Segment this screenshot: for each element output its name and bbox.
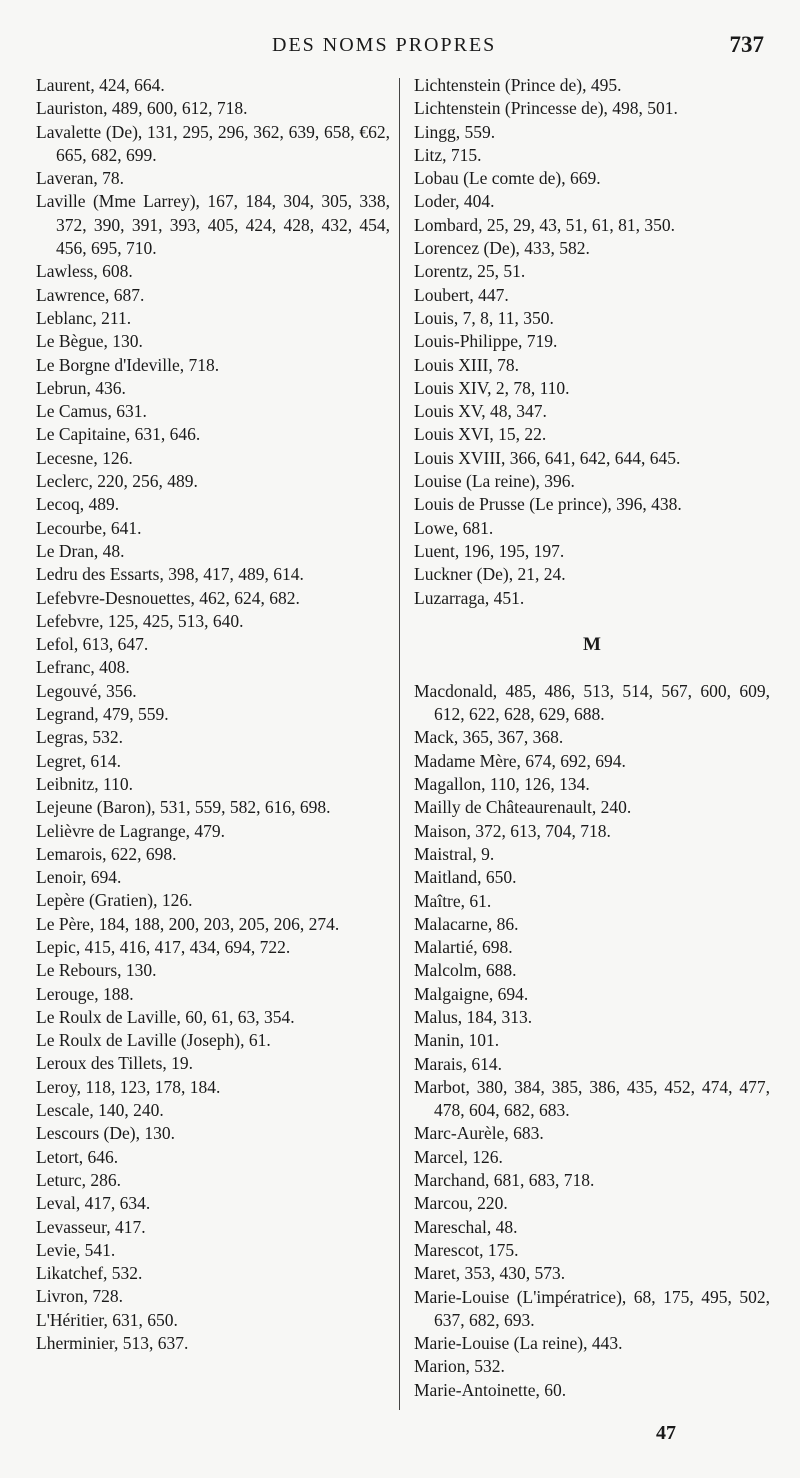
index-entry: Lebrun, 436. bbox=[36, 377, 126, 398]
index-entry: Marie-Antoinette, 60. bbox=[414, 1379, 567, 1400]
index-entry: Lauriston, 489, 600, 612, 718. bbox=[36, 98, 248, 119]
running-title: DES NOMS PROPRES bbox=[272, 34, 497, 56]
index-entry: Louis-Philippe, 719. bbox=[414, 331, 558, 352]
index-entry: Malgaigne, 694. bbox=[414, 983, 529, 1004]
index-entry: Louis XIV, 2, 78, 110. bbox=[414, 377, 570, 398]
index-entry: Malus, 184, 313. bbox=[414, 1006, 533, 1027]
index-entry: Lobau (Le comte de), 669. bbox=[414, 168, 601, 189]
index-entry: Le Père, 184, 188, 200, 203, 205, 206, 274. bbox=[36, 913, 340, 934]
index-entry: Marbot, 380, 384, 385, 386, 435, 452, 474, 477, 478, 604, 682, 683. bbox=[414, 1076, 770, 1121]
index-entry: Mailly de Châteaurenault, 240. bbox=[414, 797, 632, 818]
page-number: 737 bbox=[729, 32, 764, 57]
index-entry: Lichtenstein (Princesse de), 498, 501. bbox=[414, 98, 678, 119]
index-entry: Lenoir, 694. bbox=[36, 867, 122, 888]
index-entry: Maison, 372, 613, 704, 718. bbox=[414, 820, 611, 841]
index-entry: Lherminier, 513, 637. bbox=[36, 1333, 189, 1354]
index-entry: Lecourbe, 641. bbox=[36, 517, 142, 538]
index-entry: Marescot, 175. bbox=[414, 1239, 519, 1260]
index-entry: Le Dran, 48. bbox=[36, 540, 125, 561]
section-letter-heading: M bbox=[583, 633, 601, 655]
index-entry: Luent, 196, 195, 197. bbox=[414, 540, 565, 561]
index-entry: Mack, 365, 367, 368. bbox=[414, 727, 564, 748]
index-entry: Likatchef, 532. bbox=[36, 1263, 143, 1284]
index-entry: Lefebvre, 125, 425, 513, 640. bbox=[36, 610, 244, 631]
index-entry: Lefranc, 408. bbox=[36, 657, 130, 678]
index-entry: Malartié, 698. bbox=[414, 937, 513, 958]
index-entry: Le Borgne d'Ideville, 718. bbox=[36, 354, 220, 375]
index-entry: Macdonald, 485, 486, 513, 514, 567, 600, 609, 612, 622, 628, 629, 688. bbox=[414, 680, 770, 725]
index-entry: Lejeune (Baron), 531, 559, 582, 616, 698. bbox=[36, 797, 331, 818]
index-entry: Leval, 417, 634. bbox=[36, 1193, 151, 1214]
index-entry: Leblanc, 211. bbox=[36, 307, 132, 328]
index-entry: Lescours (De), 130. bbox=[36, 1123, 175, 1144]
index-entry: Ledru des Essarts, 398, 417, 489, 614. bbox=[36, 564, 304, 585]
index-entry: Marie-Louise (L'impératrice), 68, 175, 495, 502, 637, 682, 693. bbox=[414, 1286, 770, 1330]
index-entry: Le Capitaine, 631, 646. bbox=[36, 424, 201, 445]
index-entry: Lorentz, 25, 51. bbox=[414, 261, 526, 282]
index-entry: Marc-Aurèle, 683. bbox=[414, 1123, 544, 1144]
index-entry: Marion, 532. bbox=[414, 1356, 505, 1377]
index-entry: Luckner (De), 21, 24. bbox=[414, 564, 566, 585]
index-entry: Marchand, 681, 683, 718. bbox=[414, 1170, 595, 1191]
index-entry: Lepère (Gratien), 126. bbox=[36, 890, 193, 911]
index-entry: Lombard, 25, 29, 43, 51, 61, 81, 350. bbox=[414, 214, 676, 235]
index-entry: Lingg, 559. bbox=[414, 121, 496, 142]
index-entry: Litz, 715. bbox=[414, 144, 482, 165]
index-entry: Maret, 353, 430, 573. bbox=[414, 1263, 566, 1284]
index-entry: Louis de Prusse (Le prince), 396, 438. bbox=[414, 494, 682, 515]
index-entry: Lecoq, 489. bbox=[36, 494, 120, 515]
index-entry: L'Héritier, 631, 650. bbox=[36, 1309, 178, 1330]
index-entry: Mareschal, 48. bbox=[414, 1216, 518, 1237]
index-entry: Manin, 101. bbox=[414, 1030, 500, 1051]
index-entry: Le Camus, 631. bbox=[36, 401, 147, 422]
index-entry: Legouvé, 356. bbox=[36, 680, 137, 701]
index-entry: Leibnitz, 110. bbox=[36, 773, 134, 794]
index-entry: Lepic, 415, 416, 417, 434, 694, 722. bbox=[36, 936, 291, 957]
index-entry: Levie, 541. bbox=[36, 1239, 116, 1260]
index-entry: Legrand, 479, 559. bbox=[36, 704, 169, 725]
index-entry: Louise (La reine), 396. bbox=[414, 471, 575, 492]
index-entry: Lemarois, 622, 698. bbox=[36, 843, 177, 864]
index-entry: Marcel, 126. bbox=[414, 1146, 503, 1167]
index-entry: Lerouge, 188. bbox=[36, 983, 134, 1004]
index-entry: Louis, 7, 8, 11, 350. bbox=[414, 307, 554, 328]
index-entry: Leclerc, 220, 256, 489. bbox=[36, 471, 198, 492]
index-entry: Loubert, 447. bbox=[414, 284, 509, 305]
index-entry: Lowe, 681. bbox=[414, 517, 494, 538]
index-entry: Lefebvre-Desnouettes, 462, 624, 682. bbox=[36, 587, 300, 608]
index-entry: Maitland, 650. bbox=[414, 867, 517, 888]
index-entry: Lawless, 608. bbox=[36, 261, 133, 282]
index-entry: Maistral, 9. bbox=[414, 843, 495, 864]
index-entry: Letort, 646. bbox=[36, 1146, 119, 1167]
page-header bbox=[0, 30, 800, 64]
index-entry: Leturc, 286. bbox=[36, 1169, 122, 1190]
index-entry: Marcou, 220. bbox=[414, 1193, 508, 1214]
index-entry: Lecesne, 126. bbox=[36, 447, 133, 468]
index-entry: Leroy, 118, 123, 178, 184. bbox=[36, 1076, 221, 1097]
index-entry: Lelièvre de Lagrange, 479. bbox=[36, 820, 226, 841]
index-entry: Livron, 728. bbox=[36, 1286, 124, 1307]
index-entry: Lavalette (De), 131, 295, 296, 362, 639, 658, €62, 665, 682, 699. bbox=[36, 121, 390, 165]
index-entry: Malcolm, 688. bbox=[414, 960, 517, 981]
index-entry: Le Roulx de Laville (Joseph), 61. bbox=[36, 1030, 271, 1051]
index-entry: Louis XIII, 78. bbox=[414, 354, 519, 375]
index-entry: Loder, 404. bbox=[414, 191, 495, 212]
index-entries-m bbox=[414, 680, 770, 1402]
index-entry: Levasseur, 417. bbox=[36, 1216, 146, 1237]
index-entry: Lorencez (De), 433, 582. bbox=[414, 238, 590, 259]
index-entry: Le Roulx de Laville, 60, 61, 63, 354. bbox=[36, 1006, 295, 1027]
index-entry: Laurent, 424, 664. bbox=[36, 75, 165, 95]
signature-mark: 47 bbox=[656, 1422, 676, 1444]
index-column-right bbox=[414, 74, 770, 1402]
index-entry: Lichtenstein (Prince de), 495. bbox=[414, 75, 622, 95]
index-entry: Louis XVIII, 366, 641, 642, 644, 645. bbox=[414, 447, 681, 468]
column-divider bbox=[399, 78, 400, 1410]
index-entry: Magallon, 110, 126, 134. bbox=[414, 774, 590, 795]
index-entry: Marais, 614. bbox=[414, 1053, 502, 1074]
index-entry: Lescale, 140, 240. bbox=[36, 1100, 164, 1121]
index-entry: Louis XVI, 15, 22. bbox=[414, 424, 547, 445]
index-entry: Malacarne, 86. bbox=[414, 913, 519, 934]
index-entry: Lawrence, 687. bbox=[36, 284, 145, 305]
index-entry: Louis XV, 48, 347. bbox=[414, 401, 547, 422]
index-column-left bbox=[36, 74, 390, 1355]
index-entry: Madame Mère, 674, 692, 694. bbox=[414, 750, 626, 771]
index-entry: Le Rebours, 130. bbox=[36, 960, 157, 981]
index-entry: Le Bègue, 130. bbox=[36, 331, 143, 352]
index-entry: Luzarraga, 451. bbox=[414, 587, 525, 608]
index-entry: Legret, 614. bbox=[36, 750, 122, 771]
index-entry: Laveran, 78. bbox=[36, 168, 124, 189]
index-entries-l bbox=[414, 74, 770, 610]
index-entry: Marie-Louise (La reine), 443. bbox=[414, 1333, 623, 1354]
index-entry: Maître, 61. bbox=[414, 890, 492, 911]
index-entry: Laville (Mme Larrey), 167, 184, 304, 305, 338, 372, 390, 391, 393, 405, 424, 428, 432, 454, 456, 695, 710. bbox=[36, 191, 390, 259]
index-entry: Legras, 532. bbox=[36, 727, 123, 748]
index-entry: Lefol, 613, 647. bbox=[36, 634, 149, 655]
index-entry: Leroux des Tillets, 19. bbox=[36, 1053, 194, 1074]
